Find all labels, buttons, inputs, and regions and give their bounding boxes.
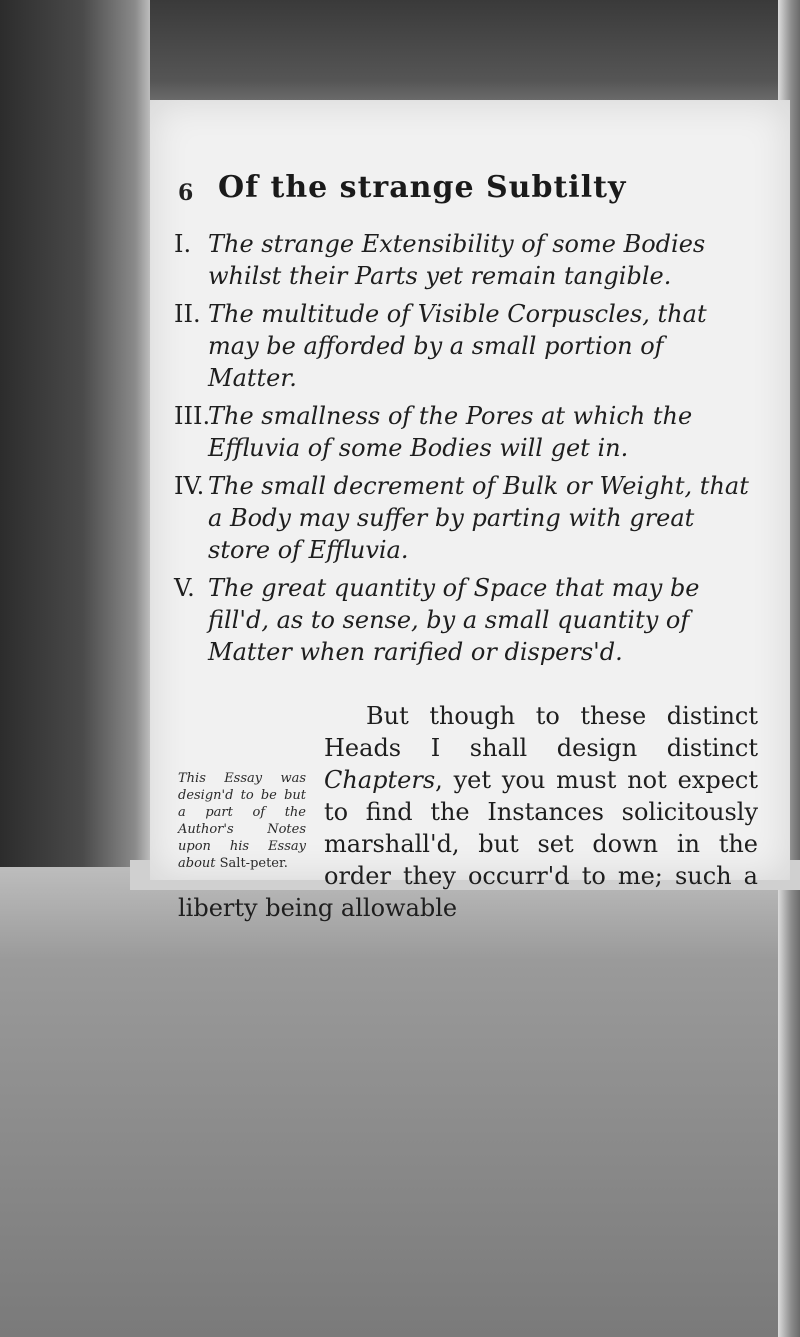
marginal-note-salt-peter: Salt-peter. [219,856,288,871]
contents-item-number: V. [174,574,195,602]
binding-shadow-bottom [0,867,800,1337]
contents-item [174,400,758,464]
body-paragraph [178,700,758,924]
paragraph-middle: , yet you must not expect to find the Instances solicitously marshall'd, but set down in the order they occurr'd to me; such a liberty being allowable [178,766,758,922]
chapters-word: Chapters [324,766,436,794]
contents-item-text: The smallness of the Pores at which the Effluvia of some Bodies will get in. [208,402,693,462]
marginal-note-text: This Essay was design'd to be but a part of the Author's Notes upon his Essay about [178,771,306,871]
chapter-contents-list [174,228,758,674]
contents-item-number: IV. [174,472,205,500]
contents-item-text: The small decrement of Bulk or Weight, that a Body may suffer by parting with great store of Effluvia. [208,472,749,564]
contents-item-text: The great quantity of Space that may be fill'd, as to sense, by a small quantity of Matter when rarified or dispers'd. [208,574,700,666]
running-head: Of the strange Subtilty [218,170,627,205]
contents-item [174,228,758,292]
contents-item-number: III. [174,402,211,430]
paragraph-start: But though to these distinct Heads I shall design distinct [324,702,758,762]
contents-item-number: I. [174,230,192,258]
contents-item-number: II. [174,300,201,328]
marginal-note [178,770,306,872]
contents-item [174,470,758,566]
contents-item [174,572,758,668]
contents-item [174,298,758,394]
page-number: 6 [178,180,194,206]
contents-item-text: The multitude of Visible Corpuscles, that may be afforded by a small portion of Matter. [208,300,707,392]
contents-item-text: The strange Extensibility of some Bodies whilst their Parts yet remain tangible. [208,230,706,290]
